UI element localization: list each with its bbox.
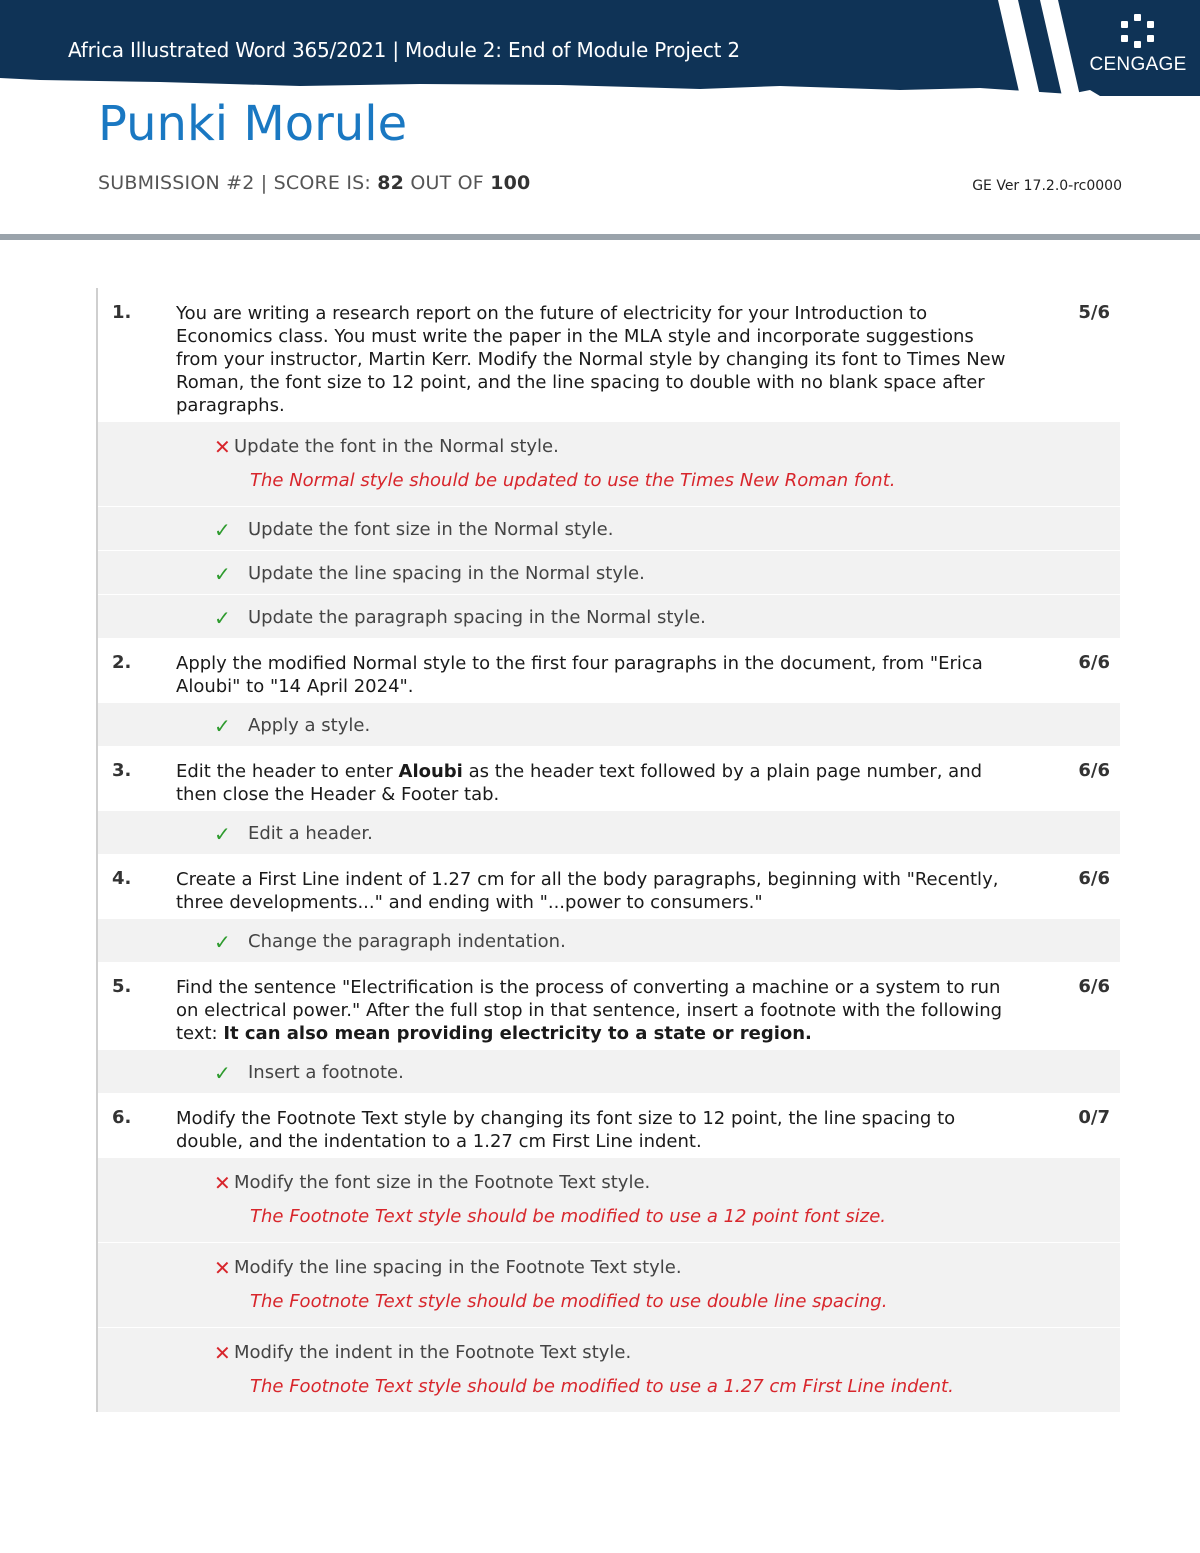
error-feedback: The Footnote Text style should be modified to use double line spacing. — [250, 1291, 888, 1312]
task-number: 2. — [112, 652, 132, 673]
header-divider — [0, 234, 1200, 240]
task-number: 5. — [112, 976, 132, 997]
check-row — [98, 918, 1120, 962]
error-feedback: The Footnote Text style should be modified to use a 1.27 cm First Line indent. — [250, 1376, 954, 1397]
task-row — [98, 638, 1120, 702]
task-text — [176, 976, 1018, 1045]
check-icon: ✓ — [214, 713, 231, 738]
check-row — [98, 810, 1120, 854]
score-value: 82 — [377, 172, 405, 194]
course-title: Africa Illustrated Word 365/2021 | Module 2: End of Module Project 2 — [68, 38, 740, 62]
check-icon: ✓ — [214, 1060, 231, 1085]
check-row — [98, 1157, 1120, 1242]
check-label: Update the line spacing in the Normal style. — [248, 563, 645, 584]
check-label: Change the paragraph indentation. — [248, 931, 566, 952]
check-label: Update the paragraph spacing in the Normal style. — [248, 607, 706, 628]
task-score: 6/6 — [1078, 868, 1110, 889]
task-score: 6/6 — [1078, 652, 1110, 673]
task-score: 6/6 — [1078, 760, 1110, 781]
check-icon: ✓ — [214, 517, 231, 542]
version-label: GE Ver 17.2.0-rc0000 — [972, 178, 1122, 194]
task-row — [98, 1093, 1120, 1157]
check-row — [98, 1327, 1120, 1412]
error-feedback: The Footnote Text style should be modified to use a 12 point font size. — [250, 1206, 887, 1227]
check-icon: ✓ — [214, 605, 231, 630]
cengage-logo — [1088, 14, 1188, 76]
task-number: 3. — [112, 760, 132, 781]
task-number: 1. — [112, 302, 132, 323]
task-score: 6/6 — [1078, 976, 1110, 997]
task-text: Apply the modified Normal style to the first four paragraphs in the document, from "Erica Aloubi" to "14 April 2024". — [176, 653, 983, 697]
task-text: Modify the Footnote Text style by changing its font size to 12 point, the line spacing to double, and the indentation to a 1.27 cm First Line indent. — [176, 1108, 956, 1152]
check-row — [98, 550, 1120, 594]
score-total: 100 — [490, 172, 531, 194]
task-text-part: Find the sentence "Electrification is the process of converting a machine or a system to run on electrical power." After the full stop in that sentence, insert a footnote with the following text: — [176, 977, 1003, 1044]
check-icon: ✓ — [214, 929, 231, 954]
task-text: You are writing a research report on the future of electricity for your Introduction to Economics class. You must write the paper in the MLA style and incorporate suggestions from your instructor, Martin Kerr. Modify the Normal style by changing its font to Times New Roman, the font size to 12 point, and the line spacing to double with no blank space after paragraphs. — [176, 303, 1006, 416]
task-row — [98, 962, 1120, 1049]
cross-icon: ✕ — [214, 434, 231, 459]
task-row — [98, 746, 1120, 810]
task-text — [176, 760, 1018, 806]
check-row — [98, 506, 1120, 550]
check-icon: ✓ — [214, 821, 231, 846]
check-row — [98, 1049, 1120, 1093]
task-text-part: Edit the header to enter — [176, 761, 399, 782]
score-mid: OUT OF — [404, 172, 491, 194]
check-label: Apply a style. — [248, 715, 371, 736]
logo-text: CENGAGE — [1089, 54, 1187, 75]
check-label: Update the font in the Normal style. — [234, 436, 559, 457]
check-row — [98, 702, 1120, 746]
task-text: Create a First Line indent of 1.27 cm for all the body paragraphs, beginning with "Recently, three developments..." and ending with "...power to consumers." — [176, 869, 999, 913]
check-label: Modify the line spacing in the Footnote Text style. — [234, 1257, 682, 1278]
score-prefix: SUBMISSION #2 | SCORE IS: — [98, 172, 378, 194]
check-row — [98, 1242, 1120, 1327]
check-label: Modify the indent in the Footnote Text style. — [234, 1342, 632, 1363]
task-text-bold: Aloubi — [398, 761, 463, 782]
task-number: 6. — [112, 1107, 132, 1128]
task-text-bold: It can also mean providing electricity to a state or region. — [223, 1023, 812, 1044]
logo-mark-icon — [1121, 14, 1155, 48]
task-number: 4. — [112, 868, 132, 889]
check-label: Edit a header. — [248, 823, 373, 844]
task-row — [98, 288, 1120, 421]
check-icon: ✓ — [214, 561, 231, 586]
cross-icon: ✕ — [214, 1340, 231, 1365]
cross-icon: ✕ — [214, 1255, 231, 1280]
task-score: 5/6 — [1078, 302, 1110, 323]
header-banner — [0, 0, 1200, 110]
task-list — [96, 288, 1120, 1412]
cross-icon: ✕ — [214, 1170, 231, 1195]
check-label: Insert a footnote. — [248, 1062, 404, 1083]
task-score: 0/7 — [1078, 1107, 1110, 1128]
task-row — [98, 854, 1120, 918]
check-label: Modify the font size in the Footnote Text style. — [234, 1172, 651, 1193]
check-label: Update the font size in the Normal style. — [248, 519, 614, 540]
error-feedback: The Normal style should be updated to use the Times New Roman font. — [250, 470, 896, 491]
task-text-part: as the header text followed by a plain page number, and then close the Header & Footer tab. — [176, 761, 983, 805]
submission-score — [98, 172, 530, 194]
student-name: Punki Morule — [98, 96, 408, 152]
check-row — [98, 421, 1120, 506]
check-row — [98, 594, 1120, 638]
